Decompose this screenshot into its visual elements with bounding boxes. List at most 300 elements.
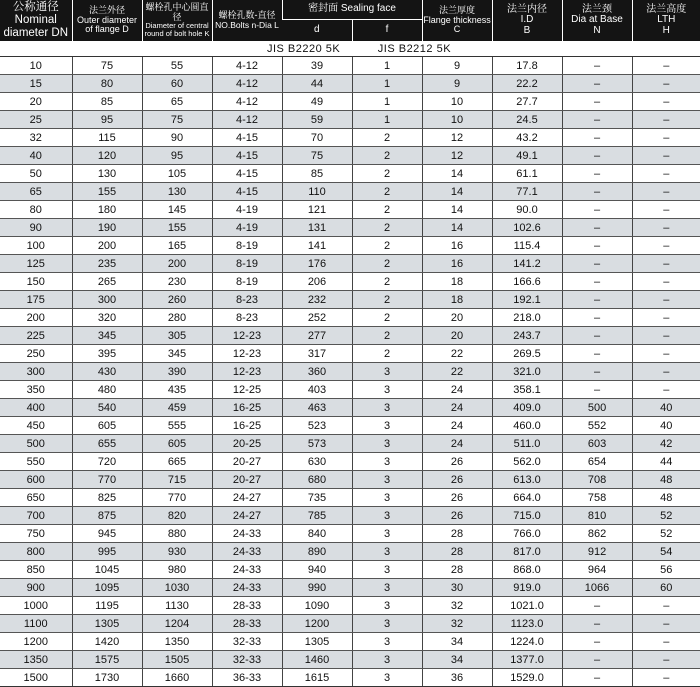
- table-row: [0, 651, 700, 669]
- table-row: [0, 57, 700, 75]
- cell-thickness: 12: [422, 129, 492, 147]
- cell-seal-f: 2: [352, 237, 422, 255]
- cell-bolts: 24-33: [212, 579, 282, 597]
- cell-seal-f: 3: [352, 633, 422, 651]
- cell-bolts: 24-33: [212, 525, 282, 543]
- cell-dn: 65: [0, 183, 72, 201]
- cell-bolts: 4-12: [212, 111, 282, 129]
- cell-bolts: 4-19: [212, 219, 282, 237]
- cell-neck: –: [562, 597, 632, 615]
- cell-outer-diameter: 1195: [72, 597, 142, 615]
- cell-thickness: 9: [422, 57, 492, 75]
- cell-bolt-circle: 60: [142, 75, 212, 93]
- cell-outer-diameter: 1420: [72, 633, 142, 651]
- cell-height: –: [632, 381, 700, 399]
- cell-seal-f: 2: [352, 327, 422, 345]
- cell-thickness: 34: [422, 651, 492, 669]
- cell-outer-diameter: 80: [72, 75, 142, 93]
- cell-outer-diameter: 75: [72, 57, 142, 75]
- cell-dn: 1100: [0, 615, 72, 633]
- table-row: [0, 345, 700, 363]
- cell-height: –: [632, 291, 700, 309]
- cell-bolts: 4-12: [212, 75, 282, 93]
- cell-seal-d: 1305: [282, 633, 352, 651]
- table-row: [0, 561, 700, 579]
- cell-dn: 150: [0, 273, 72, 291]
- cell-height: 54: [632, 543, 700, 561]
- cell-thickness: 26: [422, 489, 492, 507]
- cell-dn: 200: [0, 309, 72, 327]
- cell-inner-diameter: 1529.0: [492, 669, 562, 687]
- cell-outer-diameter: 605: [72, 417, 142, 435]
- cell-seal-f: 3: [352, 435, 422, 453]
- cell-bolt-circle: 105: [142, 165, 212, 183]
- cell-bolts: 24-33: [212, 543, 282, 561]
- cell-seal-d: 890: [282, 543, 352, 561]
- cell-height: 42: [632, 435, 700, 453]
- cell-thickness: 34: [422, 633, 492, 651]
- header-dn-en1: Nominal: [14, 13, 57, 26]
- cell-inner-diameter: 664.0: [492, 489, 562, 507]
- header-bolts: [212, 0, 282, 41]
- cell-bolts: 20-25: [212, 435, 282, 453]
- cell-dn: 1000: [0, 597, 72, 615]
- cell-neck: –: [562, 57, 632, 75]
- cell-thickness: 20: [422, 309, 492, 327]
- cell-bolt-circle: 155: [142, 219, 212, 237]
- cell-thickness: 24: [422, 381, 492, 399]
- cell-inner-diameter: 460.0: [492, 417, 562, 435]
- cell-seal-d: 49: [282, 93, 352, 111]
- cell-bolts: 16-25: [212, 399, 282, 417]
- cell-bolts: 12-23: [212, 345, 282, 363]
- cell-thickness: 16: [422, 255, 492, 273]
- cell-thickness: 16: [422, 237, 492, 255]
- cell-neck: –: [562, 183, 632, 201]
- cell-neck: –: [562, 129, 632, 147]
- cell-thickness: 26: [422, 507, 492, 525]
- table-row: [0, 507, 700, 525]
- cell-inner-diameter: 77.1: [492, 183, 562, 201]
- table-row: [0, 309, 700, 327]
- header-neck-en1: Dia at Base: [571, 14, 623, 26]
- table-row: [0, 453, 700, 471]
- table-row: [0, 435, 700, 453]
- table-row: [0, 669, 700, 687]
- cell-bolts: 4-12: [212, 57, 282, 75]
- header-sealing-face: 密封面 Sealing face: [282, 0, 422, 20]
- cell-dn: 1200: [0, 633, 72, 651]
- header-id-en2: B: [523, 24, 531, 36]
- header-od-en: Outer diameter of flange D: [76, 14, 138, 35]
- cell-dn: 550: [0, 453, 72, 471]
- cell-bolt-circle: 665: [142, 453, 212, 471]
- header-inner-diameter: [492, 0, 562, 41]
- cell-seal-d: 75: [282, 147, 352, 165]
- cell-bolts: 28-33: [212, 615, 282, 633]
- cell-bolt-circle: 555: [142, 417, 212, 435]
- cell-inner-diameter: 1021.0: [492, 597, 562, 615]
- cell-seal-d: 252: [282, 309, 352, 327]
- cell-bolts: 12-23: [212, 363, 282, 381]
- cell-neck: 654: [562, 453, 632, 471]
- header-thk-en2: C: [453, 24, 461, 35]
- cell-bolt-circle: 130: [142, 183, 212, 201]
- cell-thickness: 14: [422, 165, 492, 183]
- cell-bolt-circle: 930: [142, 543, 212, 561]
- cell-neck: 500: [562, 399, 632, 417]
- cell-dn: 32: [0, 129, 72, 147]
- cell-seal-f: 1: [352, 75, 422, 93]
- cell-outer-diameter: 235: [72, 255, 142, 273]
- table-row: [0, 381, 700, 399]
- table-row: [0, 579, 700, 597]
- cell-inner-diameter: 22.2: [492, 75, 562, 93]
- cell-dn: 100: [0, 237, 72, 255]
- cell-neck: 964: [562, 561, 632, 579]
- cell-seal-d: 232: [282, 291, 352, 309]
- cell-bolt-circle: 145: [142, 201, 212, 219]
- cell-height: –: [632, 57, 700, 75]
- cell-inner-diameter: 115.4: [492, 237, 562, 255]
- table-row: [0, 291, 700, 309]
- standard-right: JIS B2212 5K: [377, 42, 452, 55]
- table-row: [0, 489, 700, 507]
- cell-inner-diameter: 817.0: [492, 543, 562, 561]
- cell-thickness: 10: [422, 111, 492, 129]
- cell-thickness: 28: [422, 525, 492, 543]
- table-row: [0, 147, 700, 165]
- header-bolts-cn: 螺栓孔数-直径: [218, 10, 276, 21]
- table-row: [0, 597, 700, 615]
- cell-dn: 1500: [0, 669, 72, 687]
- cell-seal-d: 630: [282, 453, 352, 471]
- cell-thickness: 30: [422, 579, 492, 597]
- cell-inner-diameter: 192.1: [492, 291, 562, 309]
- cell-bolt-circle: 605: [142, 435, 212, 453]
- cell-dn: 400: [0, 399, 72, 417]
- cell-bolt-circle: 305: [142, 327, 212, 345]
- cell-dn: 15: [0, 75, 72, 93]
- header-id-en1: I.D: [520, 14, 534, 26]
- cell-height: –: [632, 597, 700, 615]
- cell-bolt-circle: 55: [142, 57, 212, 75]
- cell-outer-diameter: 180: [72, 201, 142, 219]
- table-row: [0, 201, 700, 219]
- cell-height: –: [632, 129, 700, 147]
- cell-inner-diameter: 24.5: [492, 111, 562, 129]
- cell-dn: 90: [0, 219, 72, 237]
- cell-neck: –: [562, 93, 632, 111]
- cell-height: –: [632, 309, 700, 327]
- cell-seal-d: 141: [282, 237, 352, 255]
- cell-seal-d: 39: [282, 57, 352, 75]
- cell-height: –: [632, 615, 700, 633]
- cell-neck: –: [562, 309, 632, 327]
- cell-inner-diameter: 17.8: [492, 57, 562, 75]
- cell-seal-f: 3: [352, 597, 422, 615]
- cell-neck: –: [562, 201, 632, 219]
- cell-seal-d: 206: [282, 273, 352, 291]
- cell-inner-diameter: 1377.0: [492, 651, 562, 669]
- cell-bolt-circle: 459: [142, 399, 212, 417]
- cell-inner-diameter: 409.0: [492, 399, 562, 417]
- cell-seal-f: 2: [352, 291, 422, 309]
- table-row: [0, 615, 700, 633]
- cell-bolt-circle: 390: [142, 363, 212, 381]
- cell-height: –: [632, 345, 700, 363]
- cell-thickness: 32: [422, 615, 492, 633]
- cell-neck: –: [562, 615, 632, 633]
- header-bc-cn: 螺栓孔中心圆直径: [145, 2, 209, 22]
- cell-seal-f: 2: [352, 147, 422, 165]
- cell-inner-diameter: 766.0: [492, 525, 562, 543]
- cell-bolts: 8-23: [212, 291, 282, 309]
- cell-height: 52: [632, 507, 700, 525]
- cell-seal-f: 3: [352, 363, 422, 381]
- cell-neck: 708: [562, 471, 632, 489]
- cell-thickness: 28: [422, 543, 492, 561]
- cell-thickness: 18: [422, 273, 492, 291]
- cell-inner-diameter: 102.6: [492, 219, 562, 237]
- cell-height: –: [632, 147, 700, 165]
- cell-bolts: 12-23: [212, 327, 282, 345]
- cell-bolt-circle: 880: [142, 525, 212, 543]
- cell-inner-diameter: 243.7: [492, 327, 562, 345]
- cell-thickness: 10: [422, 93, 492, 111]
- table-row: [0, 273, 700, 291]
- standards-cell: [0, 41, 700, 57]
- cell-outer-diameter: 345: [72, 327, 142, 345]
- cell-height: –: [632, 75, 700, 93]
- cell-outer-diameter: 540: [72, 399, 142, 417]
- cell-neck: –: [562, 651, 632, 669]
- cell-dn: 850: [0, 561, 72, 579]
- cell-seal-d: 735: [282, 489, 352, 507]
- cell-neck: 758: [562, 489, 632, 507]
- cell-seal-f: 3: [352, 507, 422, 525]
- cell-bolt-circle: 1130: [142, 597, 212, 615]
- cell-dn: 700: [0, 507, 72, 525]
- cell-height: –: [632, 201, 700, 219]
- cell-outer-diameter: 115: [72, 129, 142, 147]
- table-row: [0, 255, 700, 273]
- cell-dn: 900: [0, 579, 72, 597]
- cell-neck: –: [562, 147, 632, 165]
- cell-seal-d: 131: [282, 219, 352, 237]
- cell-seal-f: 2: [352, 165, 422, 183]
- cell-bolts: 4-15: [212, 147, 282, 165]
- cell-bolt-circle: 65: [142, 93, 212, 111]
- header-neck-cn: 法兰颈: [582, 3, 613, 15]
- table-row: [0, 327, 700, 345]
- cell-outer-diameter: 720: [72, 453, 142, 471]
- cell-outer-diameter: 825: [72, 489, 142, 507]
- cell-bolts: 32-33: [212, 633, 282, 651]
- cell-dn: 1350: [0, 651, 72, 669]
- table-row: [0, 129, 700, 147]
- cell-seal-f: 3: [352, 543, 422, 561]
- cell-seal-d: 573: [282, 435, 352, 453]
- header-dn-cn: 公称通径: [12, 0, 59, 13]
- cell-bolts: 24-27: [212, 489, 282, 507]
- cell-height: –: [632, 255, 700, 273]
- header-bolt-circle: [142, 0, 212, 41]
- cell-seal-d: 85: [282, 165, 352, 183]
- cell-thickness: 18: [422, 291, 492, 309]
- cell-outer-diameter: 1730: [72, 669, 142, 687]
- cell-seal-d: 785: [282, 507, 352, 525]
- cell-seal-f: 3: [352, 399, 422, 417]
- cell-bolt-circle: 820: [142, 507, 212, 525]
- cell-seal-f: 2: [352, 219, 422, 237]
- cell-height: –: [632, 651, 700, 669]
- cell-inner-diameter: 715.0: [492, 507, 562, 525]
- cell-neck: 810: [562, 507, 632, 525]
- cell-seal-d: 59: [282, 111, 352, 129]
- cell-outer-diameter: 190: [72, 219, 142, 237]
- cell-neck: –: [562, 345, 632, 363]
- cell-bolts: 8-19: [212, 255, 282, 273]
- cell-dn: 80: [0, 201, 72, 219]
- cell-bolt-circle: 435: [142, 381, 212, 399]
- cell-neck: –: [562, 669, 632, 687]
- cell-dn: 125: [0, 255, 72, 273]
- cell-seal-f: 2: [352, 255, 422, 273]
- cell-seal-f: 3: [352, 651, 422, 669]
- cell-bolts: 28-33: [212, 597, 282, 615]
- cell-neck: –: [562, 291, 632, 309]
- cell-bolts: 4-15: [212, 165, 282, 183]
- cell-inner-diameter: 321.0: [492, 363, 562, 381]
- cell-neck: –: [562, 75, 632, 93]
- cell-inner-diameter: 269.5: [492, 345, 562, 363]
- cell-thickness: 20: [422, 327, 492, 345]
- header-bc-en: Diameter of central round of bolt hole K: [144, 21, 210, 38]
- table-row: [0, 93, 700, 111]
- cell-thickness: 24: [422, 399, 492, 417]
- cell-height: –: [632, 165, 700, 183]
- header-thickness: [422, 0, 492, 41]
- cell-neck: –: [562, 273, 632, 291]
- table-row: [0, 183, 700, 201]
- cell-seal-f: 3: [352, 561, 422, 579]
- cell-height: 52: [632, 525, 700, 543]
- table-row: [0, 543, 700, 561]
- cell-seal-d: 1090: [282, 597, 352, 615]
- header-dn-en2: diameter DN: [3, 27, 69, 40]
- cell-thickness: 9: [422, 75, 492, 93]
- table-header: [0, 0, 700, 41]
- cell-dn: 10: [0, 57, 72, 75]
- header-bolts-en: NO.Bolts n-Dia L: [215, 19, 279, 30]
- cell-neck: 912: [562, 543, 632, 561]
- cell-dn: 20: [0, 93, 72, 111]
- cell-seal-d: 110: [282, 183, 352, 201]
- cell-seal-d: 940: [282, 561, 352, 579]
- cell-seal-d: 277: [282, 327, 352, 345]
- cell-height: –: [632, 633, 700, 651]
- cell-neck: –: [562, 363, 632, 381]
- cell-height: –: [632, 237, 700, 255]
- cell-outer-diameter: 995: [72, 543, 142, 561]
- standards-row: [0, 41, 700, 57]
- cell-neck: –: [562, 327, 632, 345]
- cell-bolts: 32-33: [212, 651, 282, 669]
- cell-neck: 552: [562, 417, 632, 435]
- cell-dn: 300: [0, 363, 72, 381]
- cell-seal-f: 2: [352, 273, 422, 291]
- cell-neck: 862: [562, 525, 632, 543]
- cell-inner-diameter: 27.7: [492, 93, 562, 111]
- cell-seal-f: 2: [352, 183, 422, 201]
- cell-dn: 450: [0, 417, 72, 435]
- cell-bolt-circle: 980: [142, 561, 212, 579]
- cell-inner-diameter: 166.6: [492, 273, 562, 291]
- cell-dn: 600: [0, 471, 72, 489]
- cell-neck: –: [562, 381, 632, 399]
- cell-seal-d: 1615: [282, 669, 352, 687]
- header-height-en2: H: [662, 24, 670, 36]
- cell-neck: –: [562, 111, 632, 129]
- cell-thickness: 22: [422, 345, 492, 363]
- cell-bolts: 20-27: [212, 453, 282, 471]
- cell-dn: 800: [0, 543, 72, 561]
- cell-seal-f: 3: [352, 669, 422, 687]
- header-seal-f: f: [352, 20, 422, 42]
- cell-seal-f: 3: [352, 453, 422, 471]
- cell-bolts: 12-25: [212, 381, 282, 399]
- cell-thickness: 28: [422, 561, 492, 579]
- cell-height: –: [632, 111, 700, 129]
- cell-thickness: 26: [422, 471, 492, 489]
- cell-inner-diameter: 90.0: [492, 201, 562, 219]
- cell-outer-diameter: 395: [72, 345, 142, 363]
- cell-seal-d: 360: [282, 363, 352, 381]
- cell-inner-diameter: 1123.0: [492, 615, 562, 633]
- cell-bolts: 16-25: [212, 417, 282, 435]
- cell-inner-diameter: 1224.0: [492, 633, 562, 651]
- cell-bolt-circle: 1505: [142, 651, 212, 669]
- cell-thickness: 22: [422, 363, 492, 381]
- header-outer-diameter: [72, 0, 142, 41]
- cell-inner-diameter: 141.2: [492, 255, 562, 273]
- header-height: [632, 0, 700, 41]
- cell-seal-f: 3: [352, 471, 422, 489]
- cell-seal-f: 2: [352, 201, 422, 219]
- cell-inner-diameter: 511.0: [492, 435, 562, 453]
- cell-outer-diameter: 1305: [72, 615, 142, 633]
- cell-bolt-circle: 1204: [142, 615, 212, 633]
- cell-inner-diameter: 562.0: [492, 453, 562, 471]
- cell-seal-d: 680: [282, 471, 352, 489]
- cell-bolt-circle: 1660: [142, 669, 212, 687]
- cell-seal-f: 2: [352, 129, 422, 147]
- table-row: [0, 417, 700, 435]
- header-nominal-diameter: [0, 0, 72, 41]
- table-row: [0, 363, 700, 381]
- cell-dn: 250: [0, 345, 72, 363]
- cell-seal-f: 3: [352, 579, 422, 597]
- cell-height: –: [632, 363, 700, 381]
- cell-dn: 50: [0, 165, 72, 183]
- cell-inner-diameter: 613.0: [492, 471, 562, 489]
- cell-thickness: 14: [422, 201, 492, 219]
- header-id-cn: 法兰内径: [507, 3, 548, 15]
- cell-seal-f: 3: [352, 615, 422, 633]
- cell-neck: –: [562, 237, 632, 255]
- cell-neck: –: [562, 165, 632, 183]
